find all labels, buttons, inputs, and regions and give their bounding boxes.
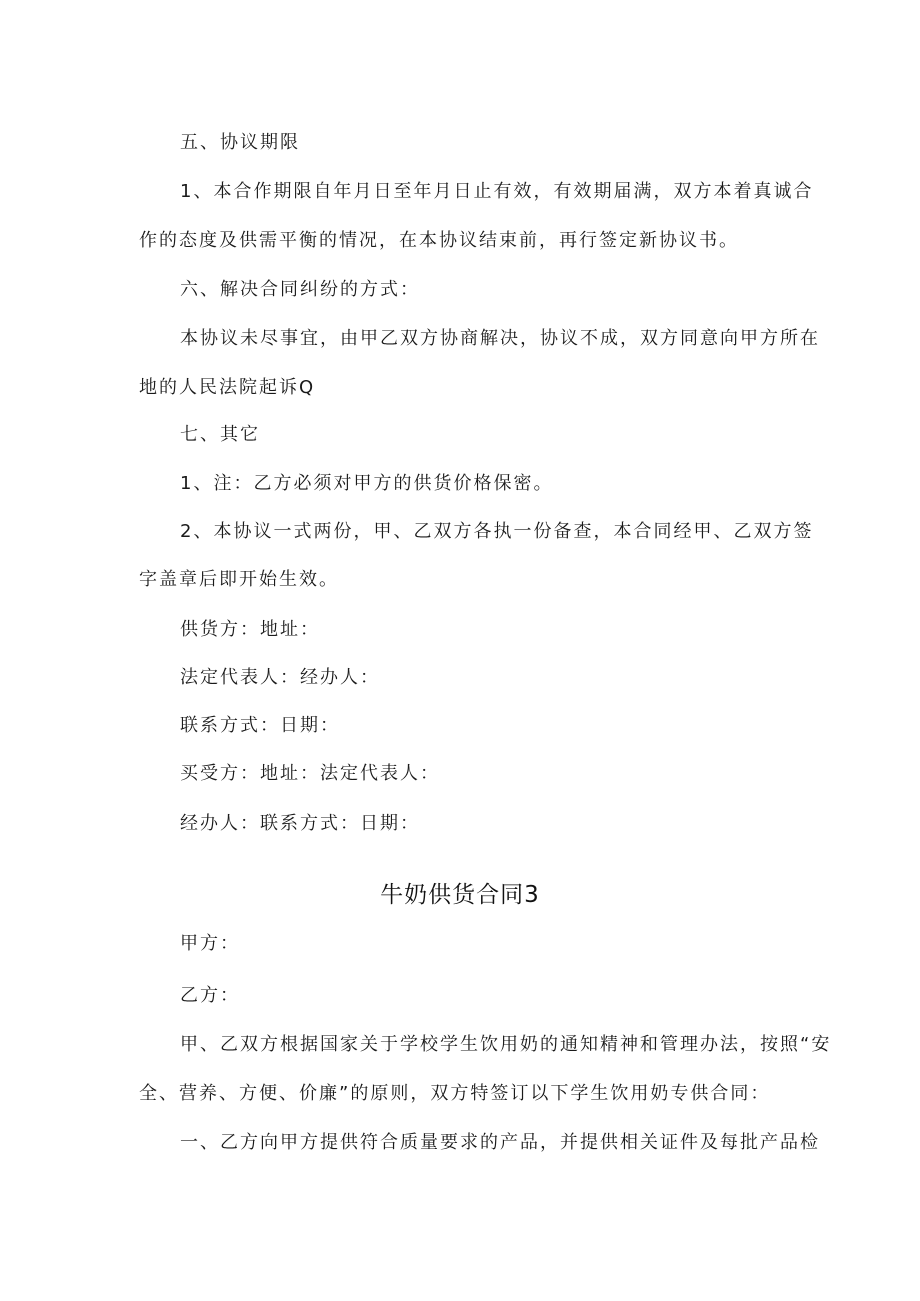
signature-buyer: 买受方：地址：法定代表人： — [180, 763, 440, 784]
clause-1-line-1: 一、乙方向甲方提供符合质量要求的产品，并提供相关证件及每批产品检 — [180, 1132, 820, 1153]
contract-3-title: 牛奶供货合同3 — [380, 882, 540, 908]
preamble-line-2: 全、营养、方便、价廉”的原则，双方特签订以下学生饮用奶专供合同： — [139, 1083, 771, 1104]
section-5-item-1-line-2: 作的态度及供需平衡的情况，在本协议结束前，再行签定新协议书。 — [139, 230, 739, 251]
section-6-heading: 六、解决合同纠纷的方式： — [180, 279, 420, 300]
signature-supplier-address: 供货方：地址： — [180, 619, 320, 640]
preamble-line-1: 甲、乙双方根据国家关于学校学生饮用奶的通知精神和管理办法，按照“安 — [180, 1034, 832, 1055]
section-5-heading: 五、协议期限 — [180, 132, 300, 153]
signature-agent-contact-date: 经办人：联系方式：日期： — [180, 813, 420, 834]
section-7-item-2-line-2: 字盖章后即开始生效。 — [139, 569, 339, 590]
section-7-item-2-line-1: 2、本协议一式两份，甲、乙双方各执一份备查，本合同经甲、乙双方签 — [180, 521, 814, 542]
section-6-body-line-1: 本协议未尽事宜，由甲乙双方协商解决，协议不成，双方同意向甲方所在 — [180, 328, 820, 349]
section-7-heading: 七、其它 — [180, 424, 260, 445]
signature-contact-date: 联系方式：日期： — [180, 715, 340, 736]
party-a: 甲方： — [180, 933, 240, 954]
party-b: 乙方： — [180, 985, 240, 1006]
section-7-item-1: 1、注：乙方必须对甲方的供货价格保密。 — [180, 473, 554, 494]
signature-legal-representative: 法定代表人：经办人： — [180, 667, 380, 688]
section-5-item-1-line-1: 1、本合作期限自年月日至年月日止有效，有效期届满，双方本着真诚合 — [180, 181, 814, 202]
section-6-body-line-2: 地的人民法院起诉Q — [139, 377, 316, 398]
